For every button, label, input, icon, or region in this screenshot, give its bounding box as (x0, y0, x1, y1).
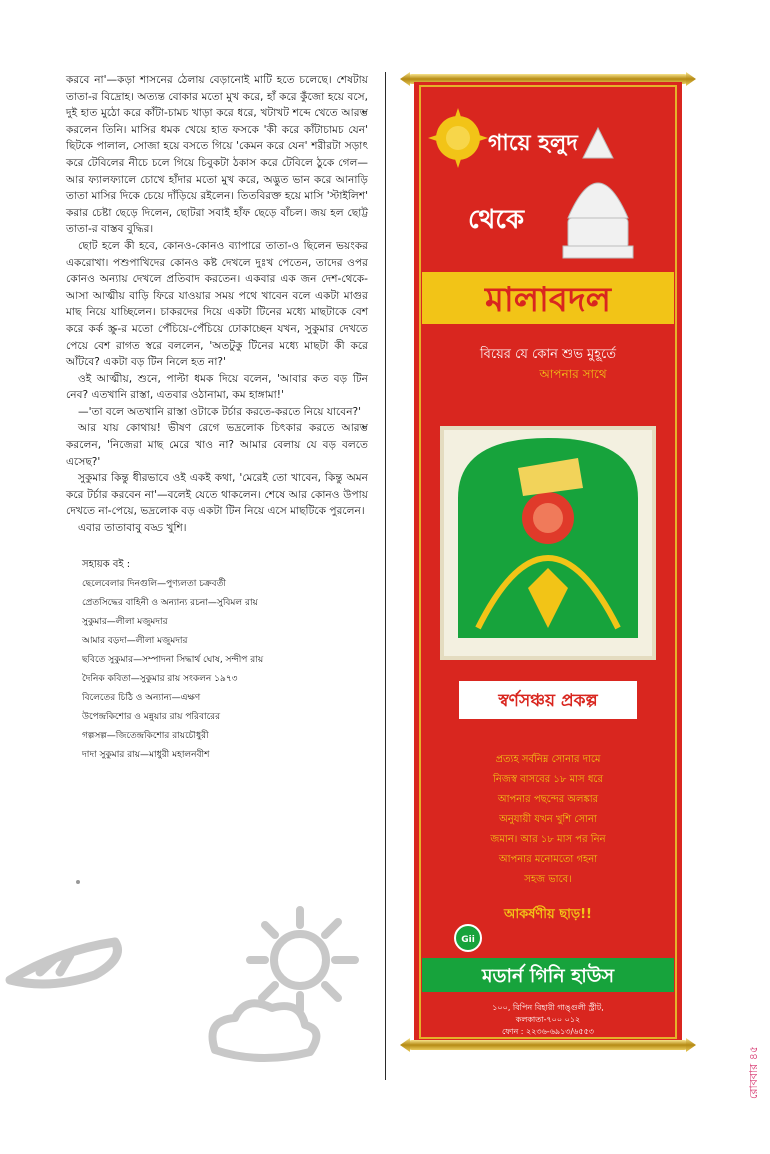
airplane-doodle-icon (10, 942, 118, 984)
advertisement-scroll (398, 68, 698, 1068)
scheme-line: আপনার পছন্দের অলঙ্কার (497, 794, 599, 805)
article-paragraph: সুকুমার কিন্তু ধীরভাবে ওই একই কথা, 'মেরেই তো খাবেন, কিন্তু অমন করে টর্চার করবেন না'—বলেই যেতে থাকলেন। শেষে আর কোনও উপায় দেখতে না-পেয়ে, ভদ্রলোক বড় একটা টিন নিয়ে এসে মাছটিকে পুরলেন। (66, 472, 368, 518)
scheme-line: আপনার মনোমতো গহনা (498, 854, 598, 865)
ad-tagline2: আপনার সাথে (539, 367, 607, 381)
article-paragraph: —'তা বলে অতখানি রাস্তা ওটাকে টর্চার করতে-করতে নিয়ে যাবেন?' (78, 405, 362, 418)
scheme-line: প্রত্যহ সর্বনিম্ন সোনার দামে (495, 754, 601, 765)
column-divider (385, 72, 386, 1080)
article-paragraph: করবে না'—কড়া শাসনের ঠেলায় বেড়ানোই মাটি হতে চলেছে। শেষটায় তাতা-র বিদ্রোহ। অত্যন্ত বোকার মতো মুখ করে, হাঁ করে কুঁজো হয়ে বসে, দুই হাত মুঠো করে কাঁটা-চামচ খাড়া করে ধরে, খটাখট শব্দে খেতে আরম্ভ করলেন তিনি। মাসির ধমক খেয়ে হাত ফসকে 'কী করে কাঁটাচামচ যেন' ছিটকে পালাল, সোজা হয়ে বসতে গিয়ে 'কেমন করে যেন' শরীরটা সড়াৎ করে টেবিলের নীচে চলে গিয়ে চিবুকটা ঠকাস করে টেবিলে ঠুকে গেল—আর ফ্যালফ্যালে চোখে হাঁদার মতো মুখ করে, অদ্ভুত ভান করে আনাড়ি তাতা মাসির দিকে চেয়ে দাঁড়িয়ে রইলেন। তিতবিরক্ত হয়ে মাসি 'স্টাইলিশ' করার চেষ্টা ছেড়ে দিলেন, ছোটরা সবাই হাঁফ ছেড়ে বাঁচল। জয় হল ছোট্ট তাতা-র বাস্তব বুদ্ধির। (66, 74, 368, 236)
address-line1: ১০০, বিপিন বিহারী গাঙ্গুলী স্ট্রীট, (492, 1003, 604, 1012)
reference-item: দাদা সুকুমার রায়—মাধুরী মহালনবীশ (82, 749, 210, 760)
reference-item: ছেলেবেলার দিনগুলি—পুণ্যলতা চক্রবর্তী (82, 578, 226, 589)
shop-name: মডার্ন গিনি হাউস (481, 965, 615, 987)
doodle-illustration (0, 880, 380, 1080)
article-paragraph: আর যায় কোথায়! ভীষণ রেগে ভদ্রলোক চিৎকার করতে আরম্ভ করলেন, 'নিজেরা মাছ মেরে খাও না? আমার বেলায় যে বড় বলতে এসেছ?' (66, 422, 368, 468)
logo-text: Gii (461, 935, 475, 945)
scheme-name: স্বর্ণসঞ্চয় প্রকল্প (498, 691, 598, 711)
article-column (66, 72, 368, 765)
references (66, 557, 368, 765)
reference-item: দৈনিক কবিতা—সুকুমার রায় সংকলন ১৯৭৩ (82, 673, 238, 684)
reference-item: ছবিতে সুকুমার—সম্পাদনা সিদ্ধার্থ ঘোষ, সন্দীপ রায় (82, 654, 264, 665)
reference-item: সুকুমার—লীলা মজুমদার (82, 616, 168, 627)
reference-item: প্রেতসিদ্ধের বাহিনী ও অন্যান্য রচনা—সুবিমল রায় (82, 597, 258, 608)
scheme-line: নিজস্ব বাসবের ১৮ মাস ধরে (493, 774, 603, 785)
article-paragraph: ওই আত্মীয়, শুনে, পাল্টা ধমক দিয়ে বলেন, 'আবার কত বড় টিন নেব? এতখানি রাস্তা, এতবার ওঠানামা, কম হাঙ্গামা!' (66, 372, 368, 402)
reference-item: বিলেতের চিঠি ও অন্যান্য—এক্ষণ (82, 692, 201, 703)
offer-text: আকর্ষণীয় ছাড়!! (504, 907, 592, 922)
page-footer: রোববার ৪৫ (747, 1046, 760, 1099)
reference-item: গল্পসল্প—জিতেন্দ্রকিশোর রায়চৌধুরী (82, 730, 209, 741)
article-paragraph: ছোট হলে কী হবে, কোনও-কোনও ব্যাপারে তাতা-ও ছিলেন ভয়ংকর একরোখা। পশুপাখিদের কোনও কষ্ট দেখলে দুঃখ পেতেন, তাদের ওপর কোনও অন্যায় দেখলে প্রতিবাদ করতেন। একবার এক জন দেশ-থেকে-আসা আত্মীয় বাড়ি ফিরে যাওয়ার সময় পথে খাবেন বলে একটা মাগুর মাছ নিয়ে যাচ্ছিলেন। চাকরদের দিয়ে একটা টিনের মধ্যে মাছটাকে বেশ করে কর্ক স্ক্রু-র মতো পেঁচিয়ে-পেঁচিয়ে ঢোকাচ্ছেন যখন, সুকুমার দেখতে পেয়ে বেশ রাগত স্বরে বললেন, 'অতটুকু টিনের মধ্যে মাছটা কী করে আঁটবে? একটা বড় টিন নিলে হত না?' (66, 239, 368, 369)
scheme-line: অনুযায়ী যখন খুশি সোনা (499, 814, 597, 825)
jewellery-image (442, 428, 654, 658)
ad-tagline1: বিয়ের যে কোন শুভ মুহূর্তে (479, 347, 617, 362)
bottom-rod (400, 1038, 696, 1052)
reference-item: উপেন্দ্রকিশোর ও মন্নুয়ার রায় পরিবারের (82, 711, 221, 722)
dot-doodle-icon (76, 880, 80, 884)
reference-item: আমার বড়দা—লীলা মজুমদার (82, 635, 188, 646)
ad-headline: মালাবদল (484, 280, 612, 320)
scheme-line: সহজ ভাবে। (524, 874, 572, 885)
phone-line: ফোন : ২২৩৬-৬৯১৩/৬৫৫৩ (502, 1027, 594, 1036)
ad-line2: থেকে (468, 205, 525, 235)
references-title: সহায়ক বই : (82, 558, 131, 570)
sun-doodle-icon (250, 910, 355, 1010)
article-paragraph: এবার তাতাবাবু বড্ড খুশি। (78, 522, 187, 535)
cloud-doodle-icon (213, 1003, 317, 1058)
address-line2: কলকাতা-৭০০ ০১২ (515, 1015, 581, 1024)
scheme-line: জমান। আর ১৮ মাস পর নিন (490, 834, 606, 845)
ad-line1: গায়ে হলুদ (488, 131, 578, 156)
